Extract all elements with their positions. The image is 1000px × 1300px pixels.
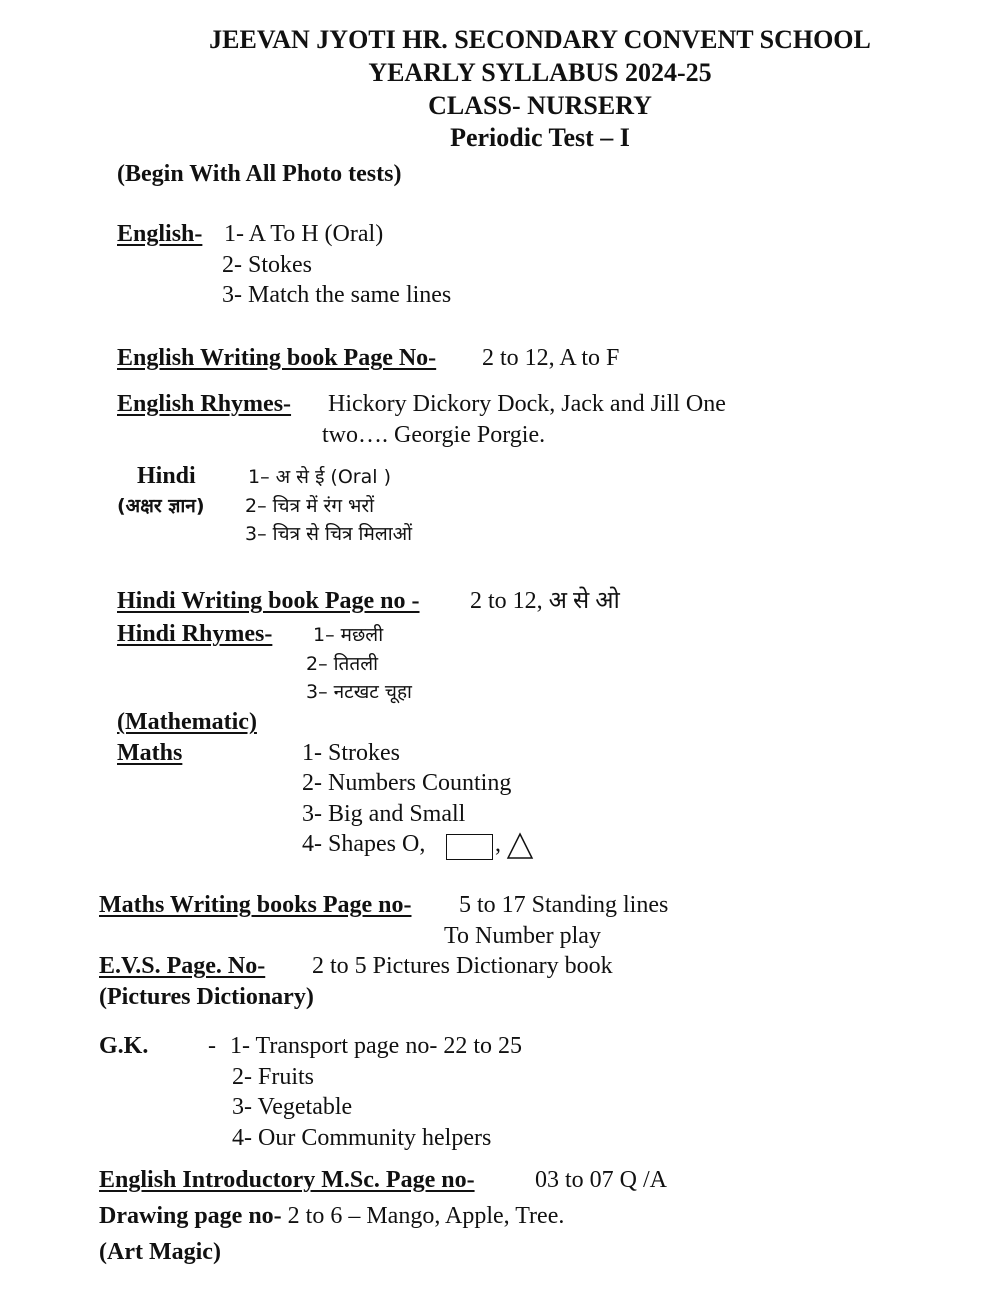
gk-item-2: 2- Fruits (232, 1064, 315, 1090)
maths-writing-value-2: To Number play (444, 923, 601, 949)
maths-writing-value: 5 to 17 Standing lines (459, 892, 669, 918)
hindi-item-2: 2– चित्र में रंग भरों (245, 495, 375, 517)
english-item-2: 2- Stokes (222, 252, 312, 278)
drawing-value: 2 to 6 – Mango, Apple, Tree. (281, 1203, 565, 1229)
hindi-label: Hindi (137, 463, 196, 489)
test-title: Periodic Test – I (450, 123, 630, 152)
gk-item-1: 1- Transport page no- 22 to 25 (230, 1033, 522, 1059)
triangle-shape-icon (506, 832, 534, 860)
english-rhymes-line-2: two…. Georgie Porgie. (322, 422, 546, 448)
drawing-line (99, 1202, 564, 1230)
maths-label: Maths (117, 740, 183, 766)
evs-label: E.V.S. Page. No- (99, 953, 266, 979)
drawing-label: Drawing page no- (99, 1203, 282, 1229)
hindi-writing-value-part (470, 587, 620, 615)
hindi-rhyme-2: 2– तितली (306, 653, 379, 675)
english-item-1: 1- A To H (Oral) (224, 221, 384, 247)
gk-dash: - (208, 1033, 216, 1059)
hindi-item-1: 1– अ से ई (Oral ) (248, 466, 391, 488)
hindi-rhymes-label: Hindi Rhymes- (117, 621, 273, 647)
english-intro-label: English Introductory M.Sc. Page no- (99, 1167, 475, 1193)
school-name: JEEVAN JYOTI HR. SECONDARY CONVENT SCHOOL (209, 25, 871, 54)
evs-value: 2 to 5 Pictures Dictionary book (312, 953, 613, 979)
gk-label: G.K. (99, 1033, 149, 1059)
english-label: English- (117, 221, 203, 247)
english-rhymes-line-1: Hickory Dickory Dock, Jack and Jill One (328, 391, 726, 417)
hindi-rhyme-1: 1– मछली (313, 624, 384, 646)
drawing-sub: (Art Magic) (99, 1239, 221, 1265)
evs-sub: (Pictures Dictionary) (99, 984, 314, 1010)
maths-item-2: 2- Numbers Counting (302, 770, 512, 796)
hindi-rhyme-3: 3– नटखट चूहा (306, 681, 412, 703)
gk-item-4: 4- Our Community helpers (232, 1125, 492, 1151)
maths-writing-label: Maths Writing books Page no- (99, 892, 412, 918)
english-item-3: 3- Match the same lines (222, 282, 452, 308)
english-writing-value: 2 to 12, A to F (482, 345, 620, 371)
hindi-sublabel: (अक्षर ज्ञान) (117, 495, 205, 517)
maths-item-3: 3- Big and Small (302, 801, 466, 827)
syllabus-title: YEARLY SYLLABUS 2024-25 (368, 58, 712, 87)
gk-item-3: 3- Vegetable (232, 1094, 353, 1120)
hindi-item-3: 3– चित्र से चित्र मिलाओं (245, 523, 413, 545)
rectangle-shape-icon (446, 834, 493, 860)
english-intro-value: 03 to 07 Q /A (535, 1167, 667, 1193)
english-rhymes-label: English Rhymes- (117, 391, 292, 417)
maths-item-4-shapes: 4- Shapes O, (302, 831, 426, 857)
english-writing-label: English Writing book Page No- (117, 345, 437, 371)
maths-heading: (Mathematic) (117, 709, 257, 735)
maths-item-1: 1- Strokes (302, 740, 400, 766)
hindi-writing-value: 2 to 12, अ से ओ (470, 588, 620, 614)
class-title: CLASS- NURSERY (428, 91, 652, 120)
hindi-writing-label: Hindi Writing book Page no - (117, 588, 420, 614)
shapes-comma: , (495, 831, 501, 857)
intro-note: (Begin With All Photo tests) (117, 161, 402, 187)
